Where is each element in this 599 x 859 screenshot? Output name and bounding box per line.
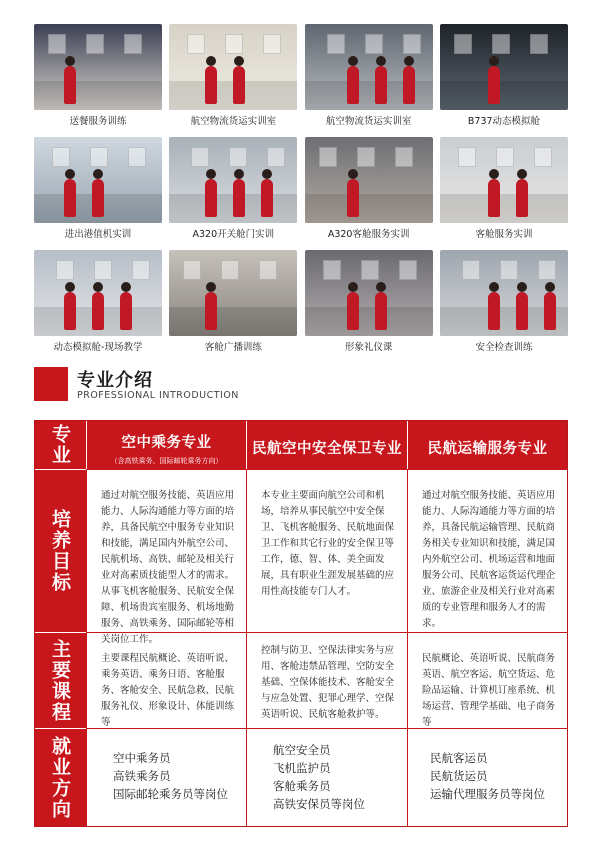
photo-window-shape bbox=[395, 147, 413, 167]
gallery-item bbox=[169, 24, 297, 128]
courses-text: 民航概论、英语听说、民航商务英语、航空客运、航空货运、危险品运输、计算机订座系统、机场运营、管理学基础、电子商务等 bbox=[422, 653, 556, 728]
jobs-cell bbox=[86, 728, 246, 826]
photo-window-shape bbox=[187, 34, 205, 54]
goal-cell bbox=[246, 469, 407, 632]
photo-caption: 航空物流货运实训室 bbox=[325, 116, 412, 127]
photo-caption: A320开关舱门实训 bbox=[192, 229, 275, 240]
gallery-item bbox=[34, 250, 162, 354]
jobs-cell bbox=[407, 728, 567, 826]
goal-text: 本专业主要面向航空公司和机场，培养从事民航空中安全保卫、飞机客舱服务、民航地面保卫工作和其它行业的安全保卫等工作，德、智、体、美全面发展，具有职业生涯发展基础的应用性高技能专门人才。 bbox=[261, 490, 395, 597]
photo-caption: 航空物流货运实训室 bbox=[190, 116, 277, 127]
section-subtitle: PROFESSIONAL INTRODUCTION bbox=[77, 390, 239, 401]
photo-window-shape bbox=[327, 34, 345, 54]
photo-window-shape bbox=[183, 260, 201, 280]
photo-window-shape bbox=[221, 260, 239, 280]
photo-window-shape bbox=[454, 34, 472, 54]
photo-window-shape bbox=[492, 34, 510, 54]
job-item: 航空安全员 bbox=[273, 743, 331, 757]
person-figure bbox=[544, 292, 556, 330]
gallery-item bbox=[440, 137, 568, 241]
job-item: 民航货运员 bbox=[430, 769, 488, 783]
person-figure bbox=[516, 292, 528, 330]
training-photo bbox=[169, 250, 297, 336]
person-figure bbox=[64, 292, 76, 330]
gallery-item bbox=[305, 137, 433, 241]
person-figure bbox=[375, 66, 387, 104]
row-label-major: 专业 bbox=[49, 424, 71, 466]
photo-window-shape bbox=[263, 34, 281, 54]
photo-window-shape bbox=[48, 34, 66, 54]
photo-window-shape bbox=[191, 147, 209, 167]
section-title: 专业介绍 bbox=[77, 370, 153, 391]
job-item: 客舱乘务员 bbox=[273, 779, 331, 793]
job-item: 民航客运员 bbox=[430, 751, 488, 765]
courses-text: 主要课程民航概论、英语听说、乘务英语、乘务日语、客舱服务、客舱安全、民航急救、民航服务礼仪、形象设计、体能训练等 bbox=[101, 653, 235, 728]
job-item: 国际邮轮乘务员等岗位 bbox=[113, 787, 228, 801]
person-figure bbox=[488, 292, 500, 330]
photo-window-shape bbox=[365, 34, 383, 54]
photo-window-shape bbox=[52, 147, 70, 167]
gallery-item bbox=[305, 24, 433, 128]
photo-window-shape bbox=[124, 34, 142, 54]
row-label-jobs: 就业方向 bbox=[49, 735, 71, 820]
program-table bbox=[34, 420, 568, 827]
photo-gallery bbox=[34, 24, 568, 363]
row-label-goal: 培养目标 bbox=[49, 509, 71, 593]
training-photo bbox=[34, 137, 162, 223]
photo-window-shape bbox=[500, 260, 518, 280]
person-figure bbox=[205, 179, 217, 217]
major-name: 民航运输服务专业 bbox=[427, 441, 548, 457]
courses-cell bbox=[246, 632, 407, 728]
major-header-air-security bbox=[246, 421, 407, 469]
major-note: （含高铁乘务、国际邮轮乘务方向） bbox=[110, 457, 223, 465]
courses-text: 控制与防卫、空保法律实务与应用、客舱违禁品管理、空防安全基础、空保体能技术、客舱安全与应急处置、犯罪心理学、空保英语听说、民航客舱救护等。 bbox=[261, 645, 395, 720]
heading-marker bbox=[34, 367, 68, 401]
gallery-row bbox=[34, 250, 568, 354]
training-photo bbox=[305, 24, 433, 110]
photo-floor bbox=[169, 307, 297, 336]
photo-window-shape bbox=[462, 260, 480, 280]
person-figure bbox=[347, 292, 359, 330]
photo-floor bbox=[440, 194, 568, 223]
photo-caption: A320客舱服务实训 bbox=[327, 229, 410, 240]
photo-caption: 形象礼仪课 bbox=[344, 342, 393, 353]
photo-window-shape bbox=[530, 34, 548, 54]
row-label-courses: 主要课程 bbox=[49, 638, 71, 723]
photo-caption: B737动态模拟舱 bbox=[467, 116, 541, 127]
training-photo bbox=[440, 24, 568, 110]
training-photo bbox=[34, 250, 162, 336]
training-photo bbox=[305, 250, 433, 336]
photo-floor bbox=[440, 81, 568, 110]
photo-floor bbox=[305, 307, 433, 336]
photo-window-shape bbox=[403, 34, 421, 54]
person-figure bbox=[375, 292, 387, 330]
job-item: 运输代理服务员等岗位 bbox=[430, 787, 545, 801]
person-figure bbox=[261, 179, 273, 217]
photo-window-shape bbox=[399, 260, 417, 280]
job-item: 高铁乘务员 bbox=[113, 769, 171, 783]
photo-caption: 送餐服务训练 bbox=[69, 116, 127, 127]
job-item: 高铁安保员等岗位 bbox=[273, 797, 365, 811]
goal-text: 通过对航空服务技能、英语应用能力、人际沟通能力等方面的培养，具备民航运输管理、民航商务相关专业知识和技能，满足国内外航空公司、机场运营和地面服务公司、民航客运货运代理企业、旅游企业及相关行业对高素质的专业管理和服务人才的需求。 bbox=[422, 490, 556, 629]
person-figure bbox=[205, 292, 217, 330]
section-heading bbox=[34, 367, 568, 403]
gallery-item bbox=[440, 250, 568, 354]
training-photo bbox=[169, 137, 297, 223]
training-photo bbox=[34, 24, 162, 110]
person-figure bbox=[205, 66, 217, 104]
training-photo bbox=[305, 137, 433, 223]
major-header-cabin-crew bbox=[86, 421, 246, 469]
photo-window-shape bbox=[128, 147, 146, 167]
training-photo bbox=[169, 24, 297, 110]
photo-floor bbox=[34, 81, 162, 110]
person-figure bbox=[233, 66, 245, 104]
goal-cell bbox=[86, 469, 246, 645]
goal-text: 通过对航空服务技能、英语应用能力、人际沟通能力等方面的培养，具备民航空中服务专业知识和技能，满足国内外航空公司、民航机场、高铁、邮轮及相关行业对高素质技能型人才的需求。从事飞机客舱服务、民航安全保障、机场贵宾室服务、机场地勤服务、高铁乘务、国际邮轮等相关岗位工作。 bbox=[101, 490, 235, 645]
gallery-item bbox=[305, 250, 433, 354]
training-photo bbox=[440, 137, 568, 223]
photo-window-shape bbox=[259, 260, 277, 280]
photo-window-shape bbox=[229, 147, 247, 167]
gallery-item bbox=[440, 24, 568, 128]
photo-window-shape bbox=[56, 260, 74, 280]
photo-window-shape bbox=[538, 260, 556, 280]
gallery-row bbox=[34, 137, 568, 241]
photo-window-shape bbox=[267, 147, 285, 167]
person-figure bbox=[64, 179, 76, 217]
person-figure bbox=[488, 179, 500, 217]
courses-cell bbox=[407, 632, 567, 728]
photo-window-shape bbox=[132, 260, 150, 280]
job-item: 飞机监护员 bbox=[273, 761, 331, 775]
job-item: 空中乘务员 bbox=[113, 751, 171, 765]
photo-caption: 客舱服务实训 bbox=[475, 229, 533, 240]
photo-window-shape bbox=[361, 260, 379, 280]
photo-caption: 客舱广播训练 bbox=[204, 342, 262, 353]
person-figure bbox=[403, 66, 415, 104]
gallery-item bbox=[34, 24, 162, 128]
photo-window-shape bbox=[90, 147, 108, 167]
person-figure bbox=[347, 66, 359, 104]
photo-caption: 动态模拟舱-现场教学 bbox=[53, 342, 143, 353]
photo-window-shape bbox=[323, 260, 341, 280]
person-figure bbox=[347, 179, 359, 217]
photo-window-shape bbox=[357, 147, 375, 167]
photo-window-shape bbox=[458, 147, 476, 167]
photo-window-shape bbox=[86, 34, 104, 54]
training-photo bbox=[440, 250, 568, 336]
photo-window-shape bbox=[94, 260, 112, 280]
gallery-item bbox=[34, 137, 162, 241]
person-figure bbox=[233, 179, 245, 217]
photo-caption: 进出港值机实训 bbox=[64, 229, 132, 240]
goal-cell bbox=[407, 469, 567, 632]
person-figure bbox=[92, 292, 104, 330]
person-figure bbox=[516, 179, 528, 217]
major-name: 民航空中安全保卫专业 bbox=[252, 441, 402, 457]
photo-caption: 安全检查训练 bbox=[475, 342, 533, 353]
gallery-item bbox=[169, 250, 297, 354]
person-figure bbox=[120, 292, 132, 330]
gallery-item bbox=[169, 137, 297, 241]
photo-floor bbox=[305, 194, 433, 223]
person-figure bbox=[488, 66, 500, 104]
photo-window-shape bbox=[534, 147, 552, 167]
person-figure bbox=[64, 66, 76, 104]
major-header-transport-service bbox=[407, 421, 567, 469]
photo-window-shape bbox=[496, 147, 514, 167]
jobs-cell bbox=[246, 728, 407, 826]
photo-window-shape bbox=[225, 34, 243, 54]
person-figure bbox=[92, 179, 104, 217]
photo-window-shape bbox=[319, 147, 337, 167]
major-name: 空中乘务专业 bbox=[121, 435, 212, 451]
courses-cell bbox=[86, 632, 246, 728]
gallery-row bbox=[34, 24, 568, 128]
